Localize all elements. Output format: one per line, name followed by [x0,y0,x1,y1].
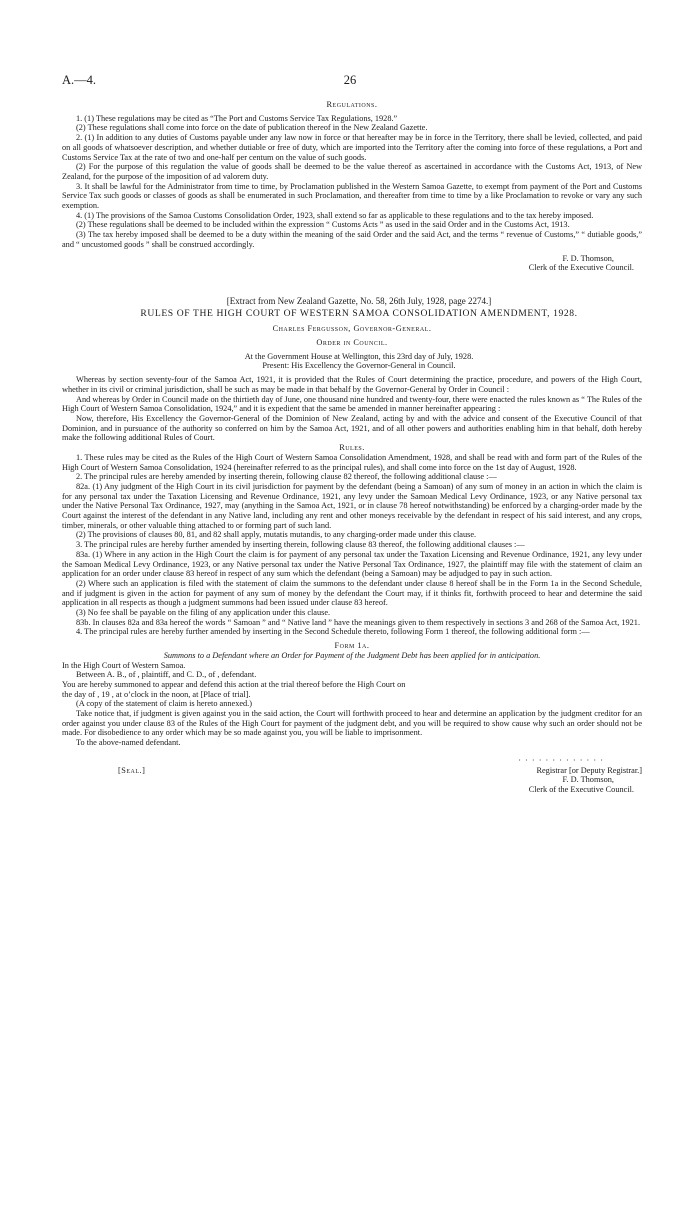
governor-line: Charles Fergusson, Governor-General. [272,324,432,334]
regulation-paragraph: 4. (1) The provisions of the Samoa Customs Consolidation Order, 1923, shall extend so far as applicable to these regulations and to the tax hereby imposed. [76,210,594,220]
form-heading: Form 1a. [334,641,370,651]
regulations-heading: Regulations. [326,100,378,109]
page-header [0,73,700,90]
form-section [62,661,642,748]
rule-paragraph: 1. These rules may be cited as the Rules of the High Court of Western Samoa Consolidation Amendment, 1928, and shall be read with and form part of the Rules of the High Court of Western Samoa Consolidation, 1924 (hereinafter referred to as the principal rules), and shall come into force on the 1st day of August, 1928. [62,452,642,472]
rules-signature-title: Clerk of the Executive Council. [528,785,634,794]
document-reference: A.—4. [62,73,97,87]
regulation-paragraph: 2. (1) In addition to any duties of Customs payable under any law now in force or that hereafter may be in force in the Territory, there shall be levied, collected, and paid on all goods of whatsoever description, and whether dutiable or free of duty, which are imported into the Territory after the coming into force of these regulations, a Port and Customs Service Tax at the rate of two and one-half per centum on the value of such goods. [62,133,642,162]
place-date-line: At the Government House at Wellington, this 23rd day of July, 1928. [244,351,474,361]
rule-paragraph: 2. The principal rules are hereby amended by inserting therein, following clause 82 thereof, the following additional clause :— [76,472,497,482]
rules-signature-name: F. D. Thomson, [562,775,614,785]
signature-dots: · · · · · · · · · · · · · [518,755,604,765]
form-line: To the above-named defendant. [76,738,181,748]
document-body [62,100,642,795]
regulation-paragraph: 1. (1) These regulations may be cited as “The Port and Customs Service Tax Regulations, 1928.” [76,113,398,123]
rule-paragraph: 3. The principal rules are hereby further amended by inserting therein, following clause 83 thereof, the following additional clauses :— [76,540,525,550]
preamble-paragraph: Now, therefore, His Excellency the Governor-General of the Dominion of New Zealand, acting by and with the advice and consent of the Executive Council of that Dominion, and in pursuance of the authority so conferred on him by the Samoa Act, 1921, and of all other powers and authorities enabling him in that behalf, doth hereby make the following additional Rules of Court. [62,413,642,443]
seal-registrar-row [62,766,642,776]
rule-paragraph: 4. The principal rules are hereby further amended by inserting in the Second Schedule thereto, following Form 1 thereof, the following additional form :— [76,627,590,637]
seal-marker: [Seal.] [118,765,146,775]
rule-paragraph: (2) Where such an application is filed with the statement of claim the summons to the defendant under clause 8 hereof shall be in the Form 1a in the Second Schedule, and if judgment is given in the action for payment of any sum of money by the defendant the Court may, if it thinks fit, forthwith proceed to hear and determine the said application in all respects as though a judgment summons had been issued under clause 83 hereof. [62,578,642,608]
form-line: Between A. B., of , plaintiff, and C. D., of , defendant. [76,670,257,680]
preamble-paragraph: Whereas by section seventy-four of the Samoa Act, 1921, it is provided that the Rules of Court determining the practice, procedure, and powers of the High Court, whether in its civil or criminal jurisdiction, shall be such as may be made in that behalf by the Governor-General by Order in Council : [62,375,642,394]
order-heading: Order in Council. [316,338,388,348]
form-line: Take notice that, if judgment is given against you in the said action, the Court will forthwith proceed to hear and determine an application by the judgment creditor for an order against you under clause 83 of the Rules of the High Court for payment of the judgment debt, and you will be required to show cause why such an order should not be made. For disobedience to any order which may be so made against you, you will be liable to imprisonment. [62,709,642,738]
rules-title: RULES OF THE HIGH COURT OF WESTERN SAMOA CONSOLIDATION AMENDMENT, 1928. [140,307,578,319]
rule-paragraph: 83a. (1) Where in any action in the High Court the claim is for payment of any personal tax under the Taxation Licensing and Revenue Ordinance, 1921, any levy under the Samoan Medical Levy Ordinance, 1923, or any Native personal tax under the Native Personal Tax Ordinance, 1927, the plaintiff may file with the statement of claim an application for an order under clause 83 hereof in respect of any sum which the defendant (being a Samoan) may be adjudged to pay in such action. [62,549,642,579]
rules-section [62,453,642,637]
rule-paragraph: (3) No fee shall be payable on the filing of any application under this clause. [76,608,331,618]
gazette-extract-line: [Extract from New Zealand Gazette, No. 58, 26th July, 1928, page 2274.] [226,295,492,306]
rule-paragraph: 83b. In clauses 82a and 83a hereof the words “ Samoan ” and “ Native land ” have the meanings given to them respectively in sections 3 and 268 of the Samoa Act, 1921. [76,617,641,627]
regulation-paragraph: (2) These regulations shall be deemed to be included within the expression “ Customs Acts ” as used in the said Order and in the Customs Act, 1913. [76,220,570,230]
regulations-signature-title: Clerk of the Executive Council. [528,263,634,273]
form-line: the day of , 19 , at o’clock in the noon, at [Place of trial]. [62,689,251,699]
rule-paragraph: (2) The provisions of clauses 80, 81, and 82 shall apply, mutatis mutandis, to any charging-order made under this clause. [76,530,477,540]
registrar-line: Registrar [or Deputy Registrar.] [536,765,642,775]
preamble-section [62,375,642,443]
regulation-paragraph: 3. It shall be lawful for the Administrator from time to time, by Proclamation published in the Western Samoa Gazette, to exempt from payment of the Port and Customs Service Tax such goods or classes of goods as shall be enumerated in such Proclamation, and thereafter from time to time by a like Proclamation to revoke or vary any such exemption. [62,181,642,211]
form-line: You are hereby summoned to appear and defend this action at the trial thereof before the High Court on [62,679,406,689]
regulations-signature-name: F. D. Thomson, [562,253,614,263]
regulation-paragraph: (3) The tax hereby imposed shall be deemed to be a duty within the meaning of the said Order and the said Act, and the terms “ revenue of Customs,” “ dutiable goods,” and “ uncustomed goods ” shall be construed accordingly. [62,230,642,249]
preamble-paragraph: And whereas by Order in Council made on the thirtieth day of June, one thousand nine hundred and twenty-four, there were enacted the rules known as “ The Rules of the High Court of Western Samoa Consolidation, 1924,” and it is expedient that the same be amended in manner hereinafter appearing : [62,394,642,414]
form-line: In the High Court of Western Samoa. [62,660,186,670]
regulations-section [62,114,642,250]
page-number: 26 [343,73,357,87]
form-line: (A copy of the statement of claim is hereto annexed.) [76,699,253,709]
rule-paragraph: 82a. (1) Any judgment of the High Court in its civil jurisdiction for payment by the defendant (being a Samoan) of any sum of money in an action in which the claim is for any personal tax under the Taxation Licensing and Revenue Ordinance, 1921, any levy under the Samoan Medical Levy Ordinance, 1923, or any Native personal tax under the Native Personal Tax Ordinance, 1927, may (anything in the Samoa Act, 1921, or in clause 78 hereof notwithstanding) be enforced by a charging-order made by the Court against the interest of the defendant in any Native land, including any rent and other moneys receivable by the defendant in respect of his said interest, and any crops, timber, minerals, or other valuable thing attached to or forming part of such land. [62,481,642,530]
form-subtitle: Summons to a Defendant where an Order for Payment of the Judgment Debt has been applied for in anticipation. [163,650,541,660]
regulation-paragraph: (2) These regulations shall come into force on the date of publication thereof in the New Zealand Gazette. [76,123,428,133]
present-line: Present: His Excellency the Governor-General in Council. [262,361,456,371]
rules-heading: Rules. [339,443,365,453]
regulation-paragraph: (2) For the purpose of this regulation the value of goods shall be deemed to be the value thereof as ascertained in accordance with the Customs Act, 1913, of New Zealand, for the purpose of the imposition of ad valorem duty. [62,162,642,181]
